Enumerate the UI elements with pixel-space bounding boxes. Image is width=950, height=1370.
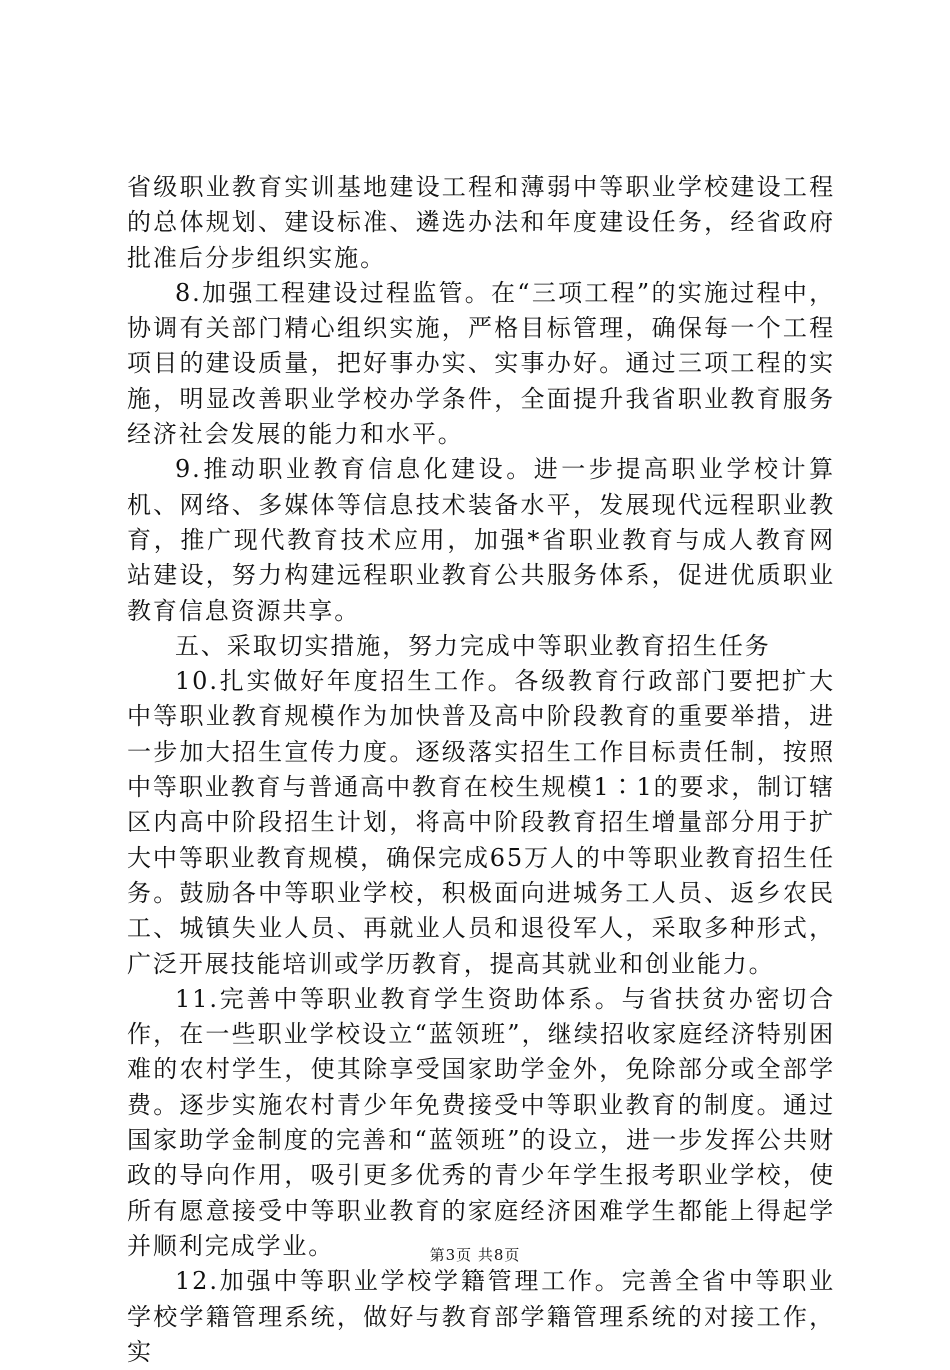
paragraph-item-8: 8.加强工程建设过程监管。在“三项工程”的实施过程中，协调有关部门精心组织实施，严格目标管理，确保每一个工程项目的建设质量，把好事办实、实事办好。通过三项工程的实施，明显改善职业学校办学条件，全面提升我省职业教育服务经济社会发展的能力和水平。 [127, 278, 835, 449]
section-heading-5: 五、采取切实措施，努力完成中等职业教育招生任务 [175, 631, 771, 660]
document-body [127, 170, 835, 1370]
paragraph-item-11: 11.完善中等职业教育学生资助体系。与省扶贫办密切合作，在一些职业学校设立“蓝领班”，继续招收家庭经济特别困难的农村学生，使其除享受国家助学金外，免除部分或全部学费。逐步实施农村青少年免费接受中等职业教育的制度。通过国家助学金制度的完善和“蓝领班”的设立，进一步发挥公共财政的导向作用，吸引更多优秀的青少年学生报考职业学校，使所有愿意接受中等职业教育的家庭经济困难学生都能上得起学并顺利完成学业。 [127, 984, 835, 1260]
paragraph-item-9: 9.推动职业教育信息化建设。进一步提高职业学校计算机、网络、多媒体等信息技术装备水平，发展现代远程职业教育，推广现代教育技术应用，加强*省职业教育与成人教育网站建设，努力构建远程职业教育公共服务体系，促进优质职业教育信息资源共享。 [127, 455, 835, 625]
paragraph-continuation: 省级职业教育实训基地建设工程和薄弱中等职业学校建设工程的总体规划、建设标准、遴选办法和年度建设任务，经省政府批准后分步组织实施。 [127, 173, 835, 272]
paragraph-item-12: 12.加强中等职业学校学籍管理工作。完善全省中等职业学校学籍管理系统，做好与教育部学籍管理系统的对接工作，实 [127, 1267, 835, 1366]
page-footer: 第3页 共8页 [429, 1246, 521, 1264]
paragraph-item-10: 10.扎实做好年度招生工作。各级教育行政部门要把扩大中等职业教育规模作为加快普及高中阶段教育的重要举措，进一步加大招生宣传力度。逐级落实招生工作目标责任制，按照中等职业教育与普通高中教育在校生规模1∶1的要求，制订辖区内高中阶段招生计划，将高中阶段教育招生增量部分用于扩大中等职业教育规模，确保完成65万人的中等职业教育招生任务。鼓励各中等职业学校，积极面向进城务工人员、返乡农民工、城镇失业人员、再就业人员和退役军人，采取多种形式，广泛开展技能培训或学历教育，提高其就业和创业能力。 [127, 667, 835, 978]
